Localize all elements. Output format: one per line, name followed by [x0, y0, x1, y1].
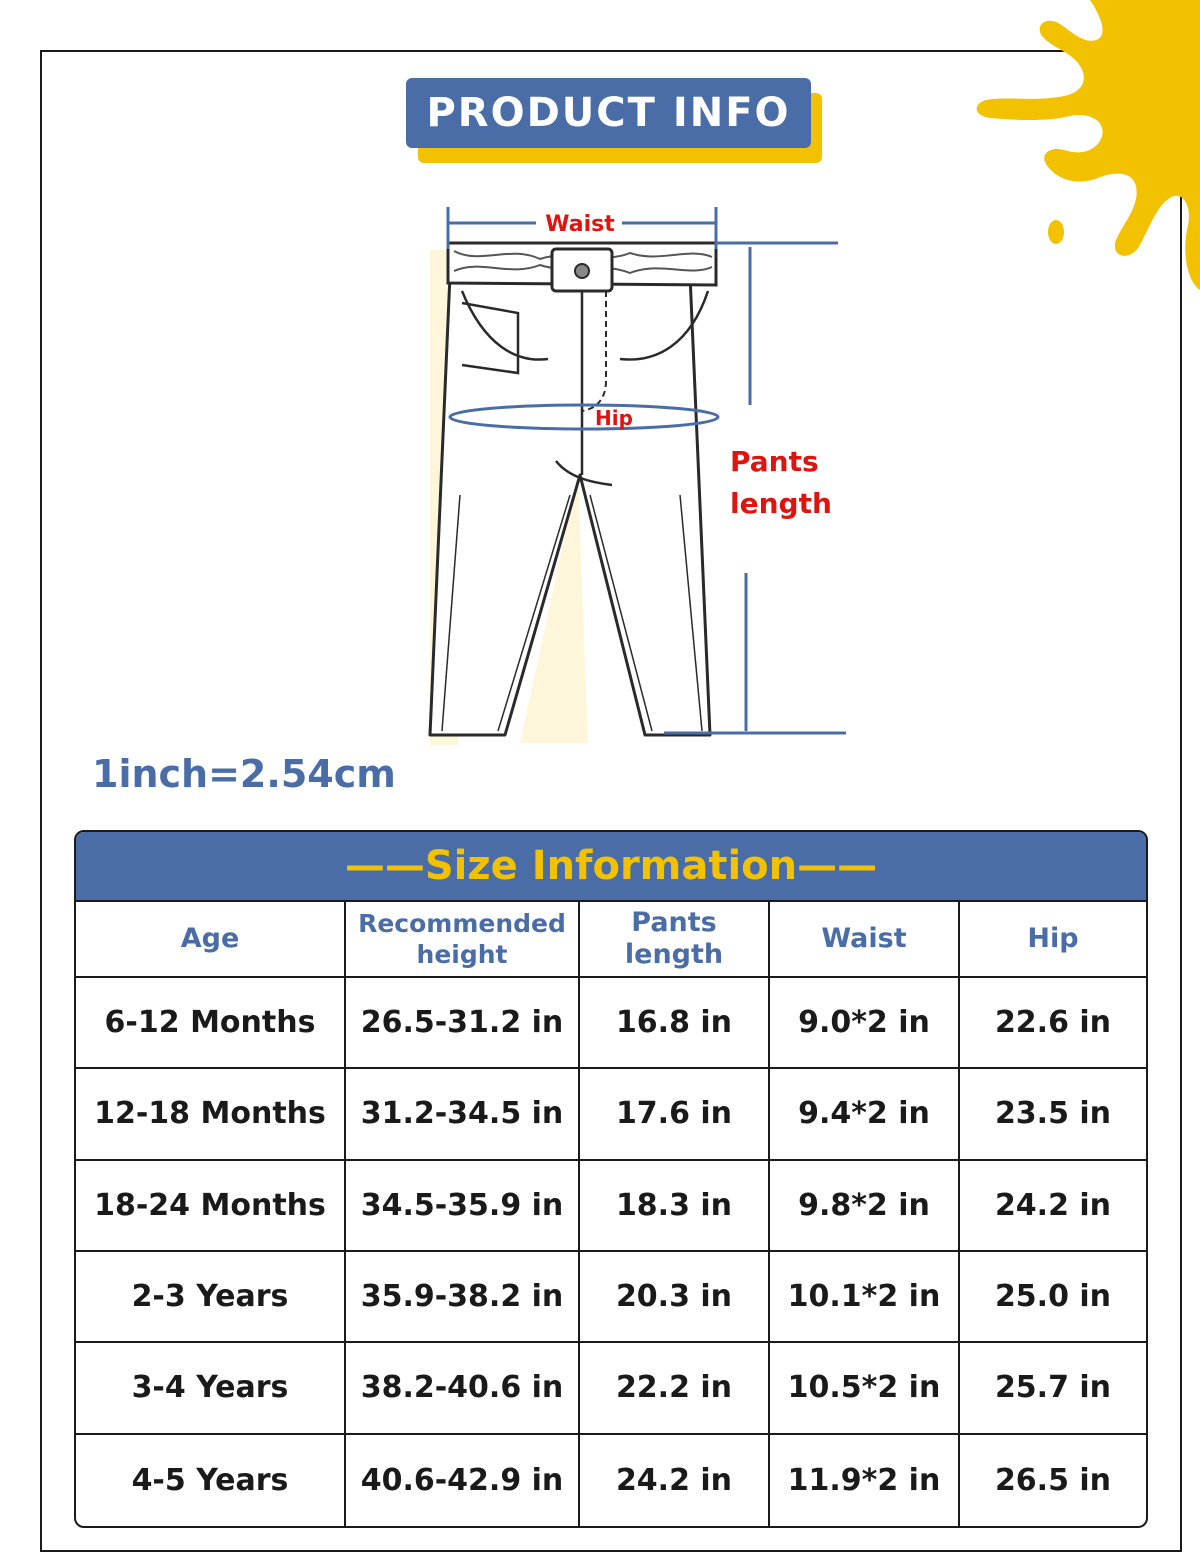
age-cell: 3-4 Years: [76, 1343, 346, 1434]
size-grid: [76, 902, 1146, 1526]
pants-length-label-line2: length: [730, 487, 832, 520]
age-cell: 4-5 Years: [76, 1435, 346, 1526]
age-cell: 6-12 Months: [76, 978, 346, 1069]
pants-length-cell: 16.8 in: [580, 978, 770, 1069]
hip-cell: 26.5 in: [994, 1462, 1112, 1498]
age-cell: 12-18 Months: [76, 1069, 346, 1160]
pants-outline-icon: [430, 243, 716, 745]
pants-length-cell: 18.3 in: [580, 1161, 770, 1252]
height-cell: 38.2-40.6 in: [346, 1343, 580, 1434]
height-cell: 35.9-38.2 in: [346, 1252, 580, 1343]
pants-length-cell: 17.6 in: [580, 1069, 770, 1160]
height-cell: 26.5-31.2 in: [346, 978, 580, 1069]
waist-label: Waist: [545, 212, 615, 237]
size-table-title: ——Size Information——: [76, 832, 1146, 902]
unit-conversion-note: 1inch=2.54cm: [92, 752, 396, 796]
header-pants-length: Pants length: [580, 902, 770, 978]
hip-cell: 22.6 in: [960, 978, 1146, 1069]
pants-length-cell: 20.3 in: [580, 1252, 770, 1343]
waist-cell: 11.9*2 in: [770, 1435, 960, 1526]
paint-splash-icon: [960, 0, 1200, 300]
height-cell: 31.2-34.5 in: [346, 1069, 580, 1160]
pants-length-label-line1: Pants: [730, 445, 819, 478]
waist-cell: 9.0*2 in: [770, 978, 960, 1069]
height-cell: 34.5-35.9 in: [346, 1161, 580, 1252]
pants-length-cell: 24.2 in: [580, 1435, 770, 1526]
age-cell: 18-24 Months: [76, 1161, 346, 1252]
waist-cell: 10.1*2 in: [770, 1252, 960, 1343]
header-waist: Waist: [770, 902, 960, 978]
pants-length-cell: 22.2 in: [580, 1343, 770, 1434]
hip-cell: 23.5 in: [960, 1069, 1146, 1160]
hip-cell: 24.2 in: [960, 1161, 1146, 1252]
header-age: Age: [76, 902, 346, 978]
pants-diagram: [420, 195, 860, 755]
hip-cell: 25.0 in: [960, 1252, 1146, 1343]
waist-cell: 9.8*2 in: [770, 1161, 960, 1252]
page-title: PRODUCT INFO: [406, 78, 811, 148]
hip-cell: 25.7 in: [960, 1343, 1146, 1434]
waist-cell: 9.4*2 in: [770, 1069, 960, 1160]
waist-cell: 10.5*2 in: [770, 1343, 960, 1434]
age-cell: 2-3 Years: [76, 1252, 346, 1343]
header-recommended-height: Recommended height: [346, 902, 580, 978]
hip-label: Hip: [595, 406, 633, 430]
size-table: [74, 830, 1148, 1528]
height-cell: 40.6-42.9 in: [346, 1435, 580, 1526]
header-hip: Hip: [960, 902, 1146, 978]
